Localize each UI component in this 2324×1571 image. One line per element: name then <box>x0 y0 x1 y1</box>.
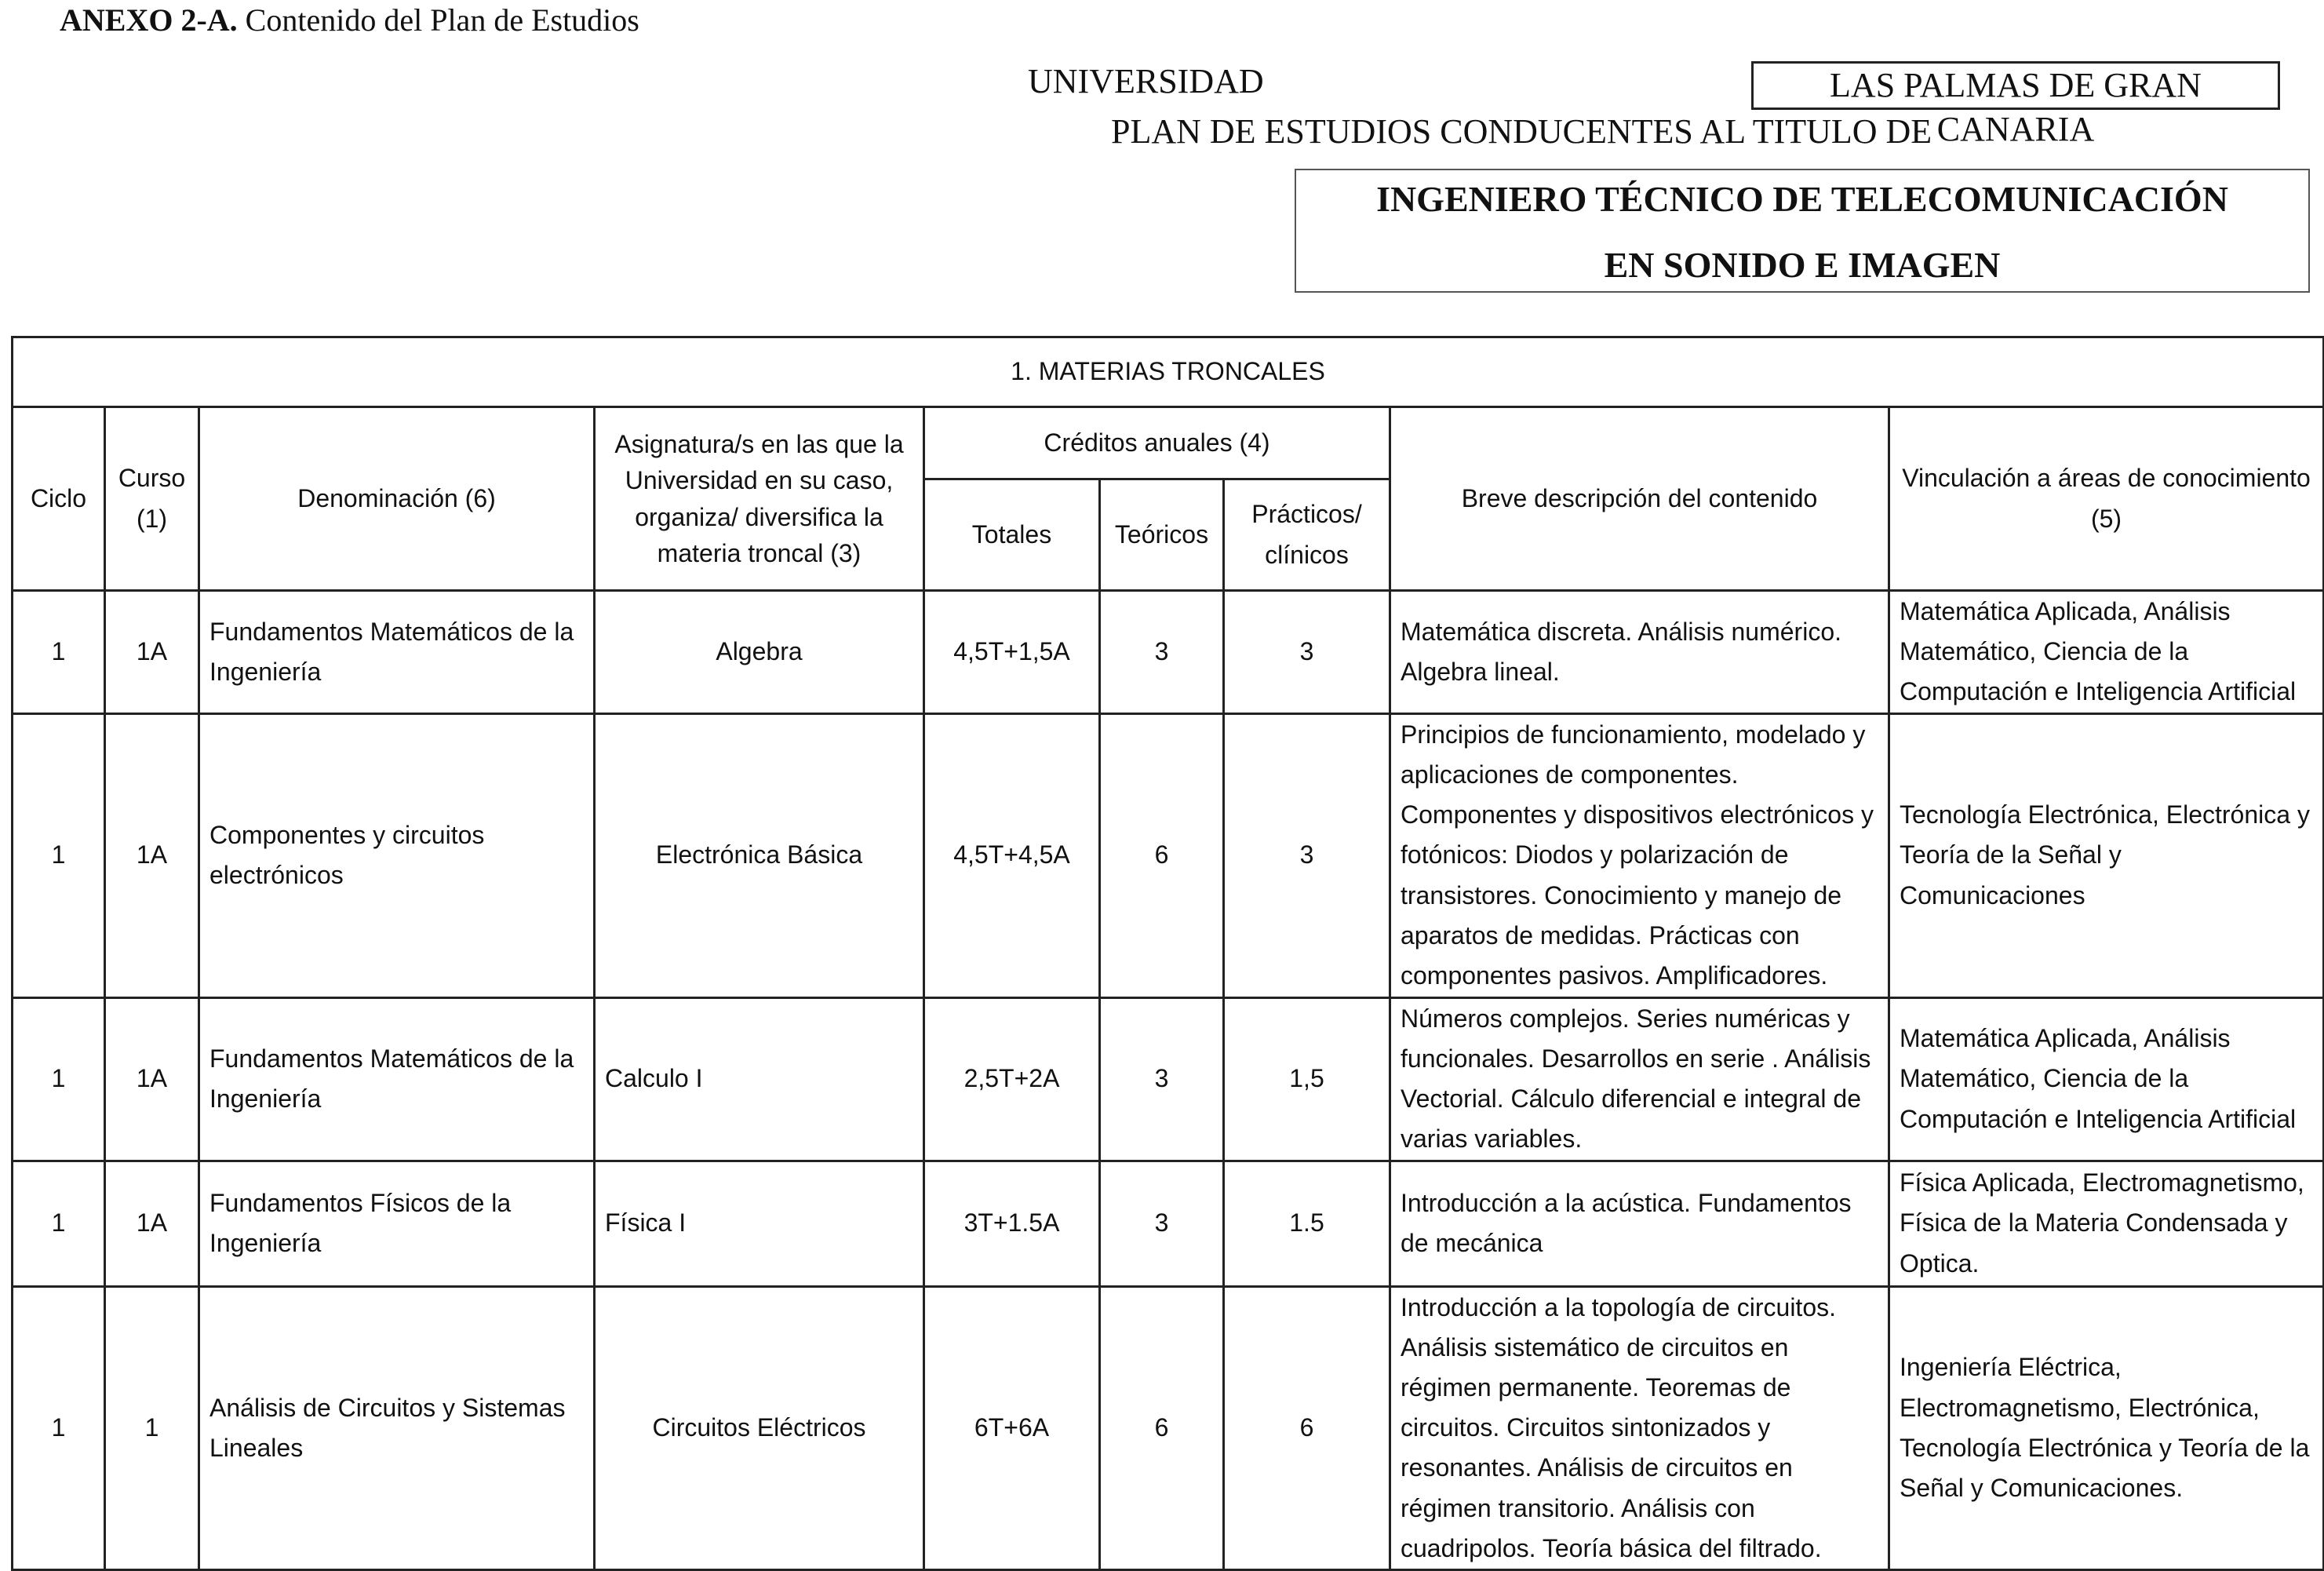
university-label: UNIVERSIDAD <box>1028 62 1264 100</box>
cell-curso: 1A <box>105 591 199 714</box>
table-row <box>13 713 2324 997</box>
header-row <box>13 407 2324 479</box>
table-row <box>13 1286 2324 1569</box>
header-creditos: Créditos anuales (4) <box>924 407 1390 479</box>
cell-totales: 6T+6A <box>924 1286 1100 1569</box>
plan-heading: PLAN DE ESTUDIOS CONDUCENTES AL TITULO DE <box>1111 112 1932 151</box>
annex-label: ANEXO 2-A. <box>60 2 238 38</box>
header-totales: Totales <box>924 479 1100 591</box>
header-descripcion: Breve descripción del contenido <box>1390 407 1889 591</box>
cell-totales: 2,5T+2A <box>924 997 1100 1161</box>
cell-teoricos: 6 <box>1100 713 1224 997</box>
header-curso: Curso (1) <box>105 407 199 591</box>
cell-ciclo: 1 <box>13 591 105 714</box>
header-ciclo: Ciclo <box>13 407 105 591</box>
cell-asignatura: Calculo I <box>595 997 924 1161</box>
cell-practicos: 6 <box>1224 1286 1390 1569</box>
cell-totales: 4,5T+4,5A <box>924 713 1100 997</box>
cell-teoricos: 3 <box>1100 591 1224 714</box>
section-title-row <box>13 337 2324 407</box>
cell-practicos: 3 <box>1224 591 1390 714</box>
cell-totales: 4,5T+1,5A <box>924 591 1100 714</box>
header-teoricos: Teóricos <box>1100 479 1224 591</box>
cell-practicos: 1.5 <box>1224 1161 1390 1286</box>
header-denominacion: Denominación (6) <box>199 407 595 591</box>
cell-vinculacion: Matemática Aplicada, Análisis Matemático, Ciencia de la Computación e Inteligencia Artificial <box>1889 591 2324 714</box>
cell-descripcion: Introducción a la acústica. Fundamentos de mecánica <box>1390 1161 1889 1286</box>
cell-descripcion: Números complejos. Series numéricas y funcionales. Desarrollos en serie . Análisis Vectorial. Cálculo diferencial e integral de varias variables. <box>1390 997 1889 1161</box>
subjects-table <box>11 336 2324 1571</box>
cell-asignatura: Circuitos Eléctricos <box>595 1286 924 1569</box>
cell-ciclo: 1 <box>13 997 105 1161</box>
cell-totales: 3T+1.5A <box>924 1161 1100 1286</box>
cell-curso: 1A <box>105 1161 199 1286</box>
cell-ciclo: 1 <box>13 1161 105 1286</box>
cell-descripcion: Matemática discreta. Análisis numérico. Algebra lineal. <box>1390 591 1889 714</box>
cell-curso: 1A <box>105 997 199 1161</box>
cell-denominacion: Análisis de Circuitos y Sistemas Lineales <box>199 1286 595 1569</box>
table-row <box>13 1161 2324 1286</box>
cell-vinculacion: Matemática Aplicada, Análisis Matemático, Ciencia de la Computación e Inteligencia Artificial <box>1889 997 2324 1161</box>
cell-curso: 1A <box>105 713 199 997</box>
degree-title-line-1: INGENIERO TÉCNICO DE TELECOMUNICACIÓN <box>1376 179 2228 219</box>
cell-denominacion: Fundamentos Matemáticos de la Ingeniería <box>199 997 595 1161</box>
cell-teoricos: 3 <box>1100 997 1224 1161</box>
cell-descripcion: Principios de funcionamiento, modelado y aplicaciones de componentes. Componentes y dispositivos electrónicos y fotónicos: Diodos y polarización de transistores. Conocimiento y manejo de aparatos de medidas. Prácticas con componentes pasivos. Amplificadores. <box>1390 713 1889 997</box>
cell-practicos: 3 <box>1224 713 1390 997</box>
degree-title-line-2: EN SONIDO E IMAGEN <box>1604 245 2001 285</box>
cell-vinculacion: Ingeniería Eléctrica, Electromagnetismo, Electrónica, Tecnología Electrónica y Teoría de la Señal y Comunicaciones. <box>1889 1286 2324 1569</box>
university-name: LAS PALMAS DE GRAN CANARIA <box>1751 61 2280 110</box>
degree-title-box <box>1295 169 2310 293</box>
cell-curso: 1 <box>105 1286 199 1569</box>
cell-asignatura: Electrónica Básica <box>595 713 924 997</box>
cell-vinculacion: Física Aplicada, Electromagnetismo, Física de la Materia Condensada y Optica. <box>1889 1161 2324 1286</box>
table-row <box>13 997 2324 1161</box>
section-title: 1. MATERIAS TRONCALES <box>13 337 2324 407</box>
annex-heading <box>60 2 639 38</box>
annex-title: Contenido del Plan de Estudios <box>245 2 639 38</box>
cell-denominacion: Fundamentos Físicos de la Ingeniería <box>199 1161 595 1286</box>
cell-teoricos: 3 <box>1100 1161 1224 1286</box>
cell-asignatura: Algebra <box>595 591 924 714</box>
cell-asignatura: Física I <box>595 1161 924 1286</box>
cell-ciclo: 1 <box>13 713 105 997</box>
cell-vinculacion: Tecnología Electrónica, Electrónica y Teoría de la Señal y Comunicaciones <box>1889 713 2324 997</box>
cell-teoricos: 6 <box>1100 1286 1224 1569</box>
header-asignatura: Asignatura/s en las que la Universidad en su caso, organiza/ diversifica la materia troncal (3) <box>595 407 924 591</box>
header-practicos: Prácticos/ clínicos <box>1224 479 1390 591</box>
cell-descripcion: Introducción a la topología de circuitos. Análisis sistemático de circuitos en régimen permanente. Teoremas de circuitos. Circuitos sintonizados y resonantes. Análisis de circuitos en régimen transitorio. Análisis con cuadripolos. Teoría básica del filtrado. <box>1390 1286 1889 1569</box>
cell-ciclo: 1 <box>13 1286 105 1569</box>
cell-denominacion: Componentes y circuitos electrónicos <box>199 713 595 997</box>
header-vinculacion: Vinculación a áreas de conocimiento (5) <box>1889 407 2324 591</box>
cell-denominacion: Fundamentos Matemáticos de la Ingeniería <box>199 591 595 714</box>
table-row <box>13 591 2324 714</box>
cell-practicos: 1,5 <box>1224 997 1390 1161</box>
